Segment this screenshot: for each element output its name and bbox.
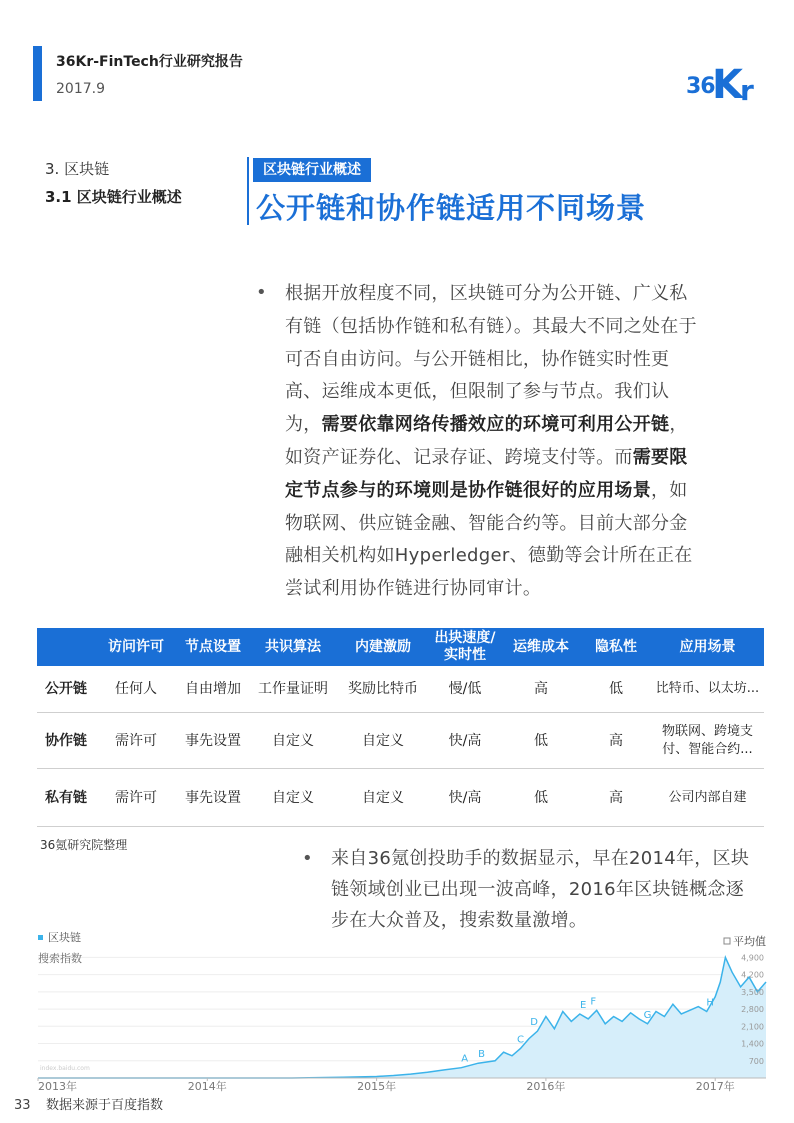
table-cell: 协作链 <box>37 713 95 769</box>
table-cell: 需许可 <box>95 769 177 827</box>
paragraph-2: 来自36氪创投助手的数据显示，早在2014年，区块链领域创业已出现一波高峰，2016年区块链概念逐步在大众普及，搜索数量激增。 <box>331 848 750 931</box>
table-cell: 公开链 <box>37 666 95 713</box>
table-cell: 自定义 <box>249 713 337 769</box>
y-tick-label: 4,900 <box>741 953 764 963</box>
table-cell: 需许可 <box>95 713 177 769</box>
y-tick-label: 700 <box>748 1056 764 1066</box>
table-cell: 高 <box>581 769 651 827</box>
bullet-2: • <box>302 848 313 869</box>
bullet-1: • <box>256 282 267 303</box>
table-header: 节点设置 <box>177 628 249 666</box>
table-cell: 比特币、以太坊... <box>651 666 764 713</box>
x-tick-label: 2017年 <box>695 1080 735 1093</box>
x-tick-label: 2013年 <box>38 1080 77 1093</box>
table-header: 内建激励 <box>337 628 429 666</box>
legend-avg-marker <box>724 938 730 944</box>
table-header <box>37 628 95 666</box>
x-tick-label: 2014年 <box>187 1080 227 1093</box>
table-cell: 物联网、跨境支付、智能合约... <box>651 713 764 769</box>
table-cell: 自定义 <box>249 769 337 827</box>
annotation-label: D <box>530 1017 538 1029</box>
table-cell: 高 <box>581 713 651 769</box>
table-header: 访问许可 <box>95 628 177 666</box>
table-header: 隐私性 <box>581 628 651 666</box>
table-source: 36氪研究院整理 <box>40 838 128 852</box>
legend-avg-label: 平均值 <box>733 935 766 948</box>
table-cell: 高 <box>501 666 581 713</box>
page-title: 公开链和协作链适用不同场景 <box>256 191 647 225</box>
report-title: 36Kr-FinTech行业研究报告 <box>56 54 243 70</box>
paragraph-1: 根据开放程度不同，区块链可分为公开链、广义私有链（包括协作链和私有链）。其最大不同之处在于可否自由访问。与公开链相比，协作链实时性更高、运维成本更低，但限制了参与节点。我们认为，需要依靠网络传播效应的环境可利用公开链，如资产证券化、记录存证、跨境支付等。而需要限定节点参与的环境则是协作链很好的应用场景，如物联网、供应链金融、智能合约等。目前大部分金融相关机构如Hyperledger、德勤等会计所在正在尝试利用协作链进行协同审计。 <box>285 283 697 600</box>
annotation-label: E <box>579 1000 587 1011</box>
annotation-label: H <box>706 997 714 1009</box>
annotation-label: C <box>517 1034 525 1046</box>
table-cell: 快/高 <box>429 713 501 769</box>
legend-marker <box>38 935 43 940</box>
table-cell: 快/高 <box>429 769 501 827</box>
y-tick-label: 2,100 <box>741 1022 764 1032</box>
section-tag: 区块链行业概述 <box>253 158 371 182</box>
table-cell: 低 <box>581 666 651 713</box>
table-cell: 奖励比特币 <box>337 666 429 713</box>
table-cell: 工作量证明 <box>249 666 337 713</box>
table-header: 出块速度/ 实时性 <box>429 628 501 666</box>
table-row <box>37 666 764 713</box>
comparison-table <box>37 628 764 827</box>
table-header: 应用场景 <box>651 628 764 666</box>
table-cell: 低 <box>501 769 581 827</box>
table-header: 运维成本 <box>501 628 581 666</box>
report-date: 2017.9 <box>56 81 105 97</box>
header-accent-bar <box>33 46 42 101</box>
y-tick-label: 2,800 <box>741 1005 764 1015</box>
table-cell: 公司内部自建 <box>651 769 764 827</box>
legend-label: 区块链 <box>48 931 81 944</box>
table-row <box>37 769 764 827</box>
section-subtitle: 3.1 区块链行业概述 <box>45 188 182 206</box>
annotation-label: G <box>643 1009 652 1021</box>
baidu-index-chart <box>36 928 770 1096</box>
table-header: 共识算法 <box>249 628 337 666</box>
section-number: 3. 区块链 <box>45 160 110 178</box>
watermark: index.baidu.com <box>40 1065 90 1072</box>
series-area <box>38 957 766 1078</box>
table-cell: 私有链 <box>37 769 95 827</box>
table-cell: 任何人 <box>95 666 177 713</box>
table-cell: 自定义 <box>337 769 429 827</box>
annotation-label: A <box>461 1053 469 1065</box>
table-cell: 慢/低 <box>429 666 501 713</box>
table-row <box>37 713 764 769</box>
y-axis-label: 搜索指数 <box>38 952 82 965</box>
page-number: 33 <box>14 1098 31 1113</box>
table-cell: 低 <box>501 713 581 769</box>
y-tick-label: 3,500 <box>741 987 764 997</box>
chart-source: 数据来源于百度指数 <box>46 1098 164 1113</box>
table-cell: 事先设置 <box>177 769 249 827</box>
x-tick-label: 2015年 <box>357 1080 397 1093</box>
y-tick-label: 4,200 <box>741 970 764 980</box>
title-divider <box>247 157 249 225</box>
table-cell: 自定义 <box>337 713 429 769</box>
annotation-label: B <box>478 1049 486 1061</box>
x-tick-label: 2016年 <box>526 1080 566 1093</box>
table-cell: 事先设置 <box>177 713 249 769</box>
table-cell: 自由增加 <box>177 666 249 713</box>
table-header-row <box>37 628 764 666</box>
annotation-label: F <box>590 996 597 1008</box>
y-tick-label: 1,400 <box>741 1039 764 1049</box>
